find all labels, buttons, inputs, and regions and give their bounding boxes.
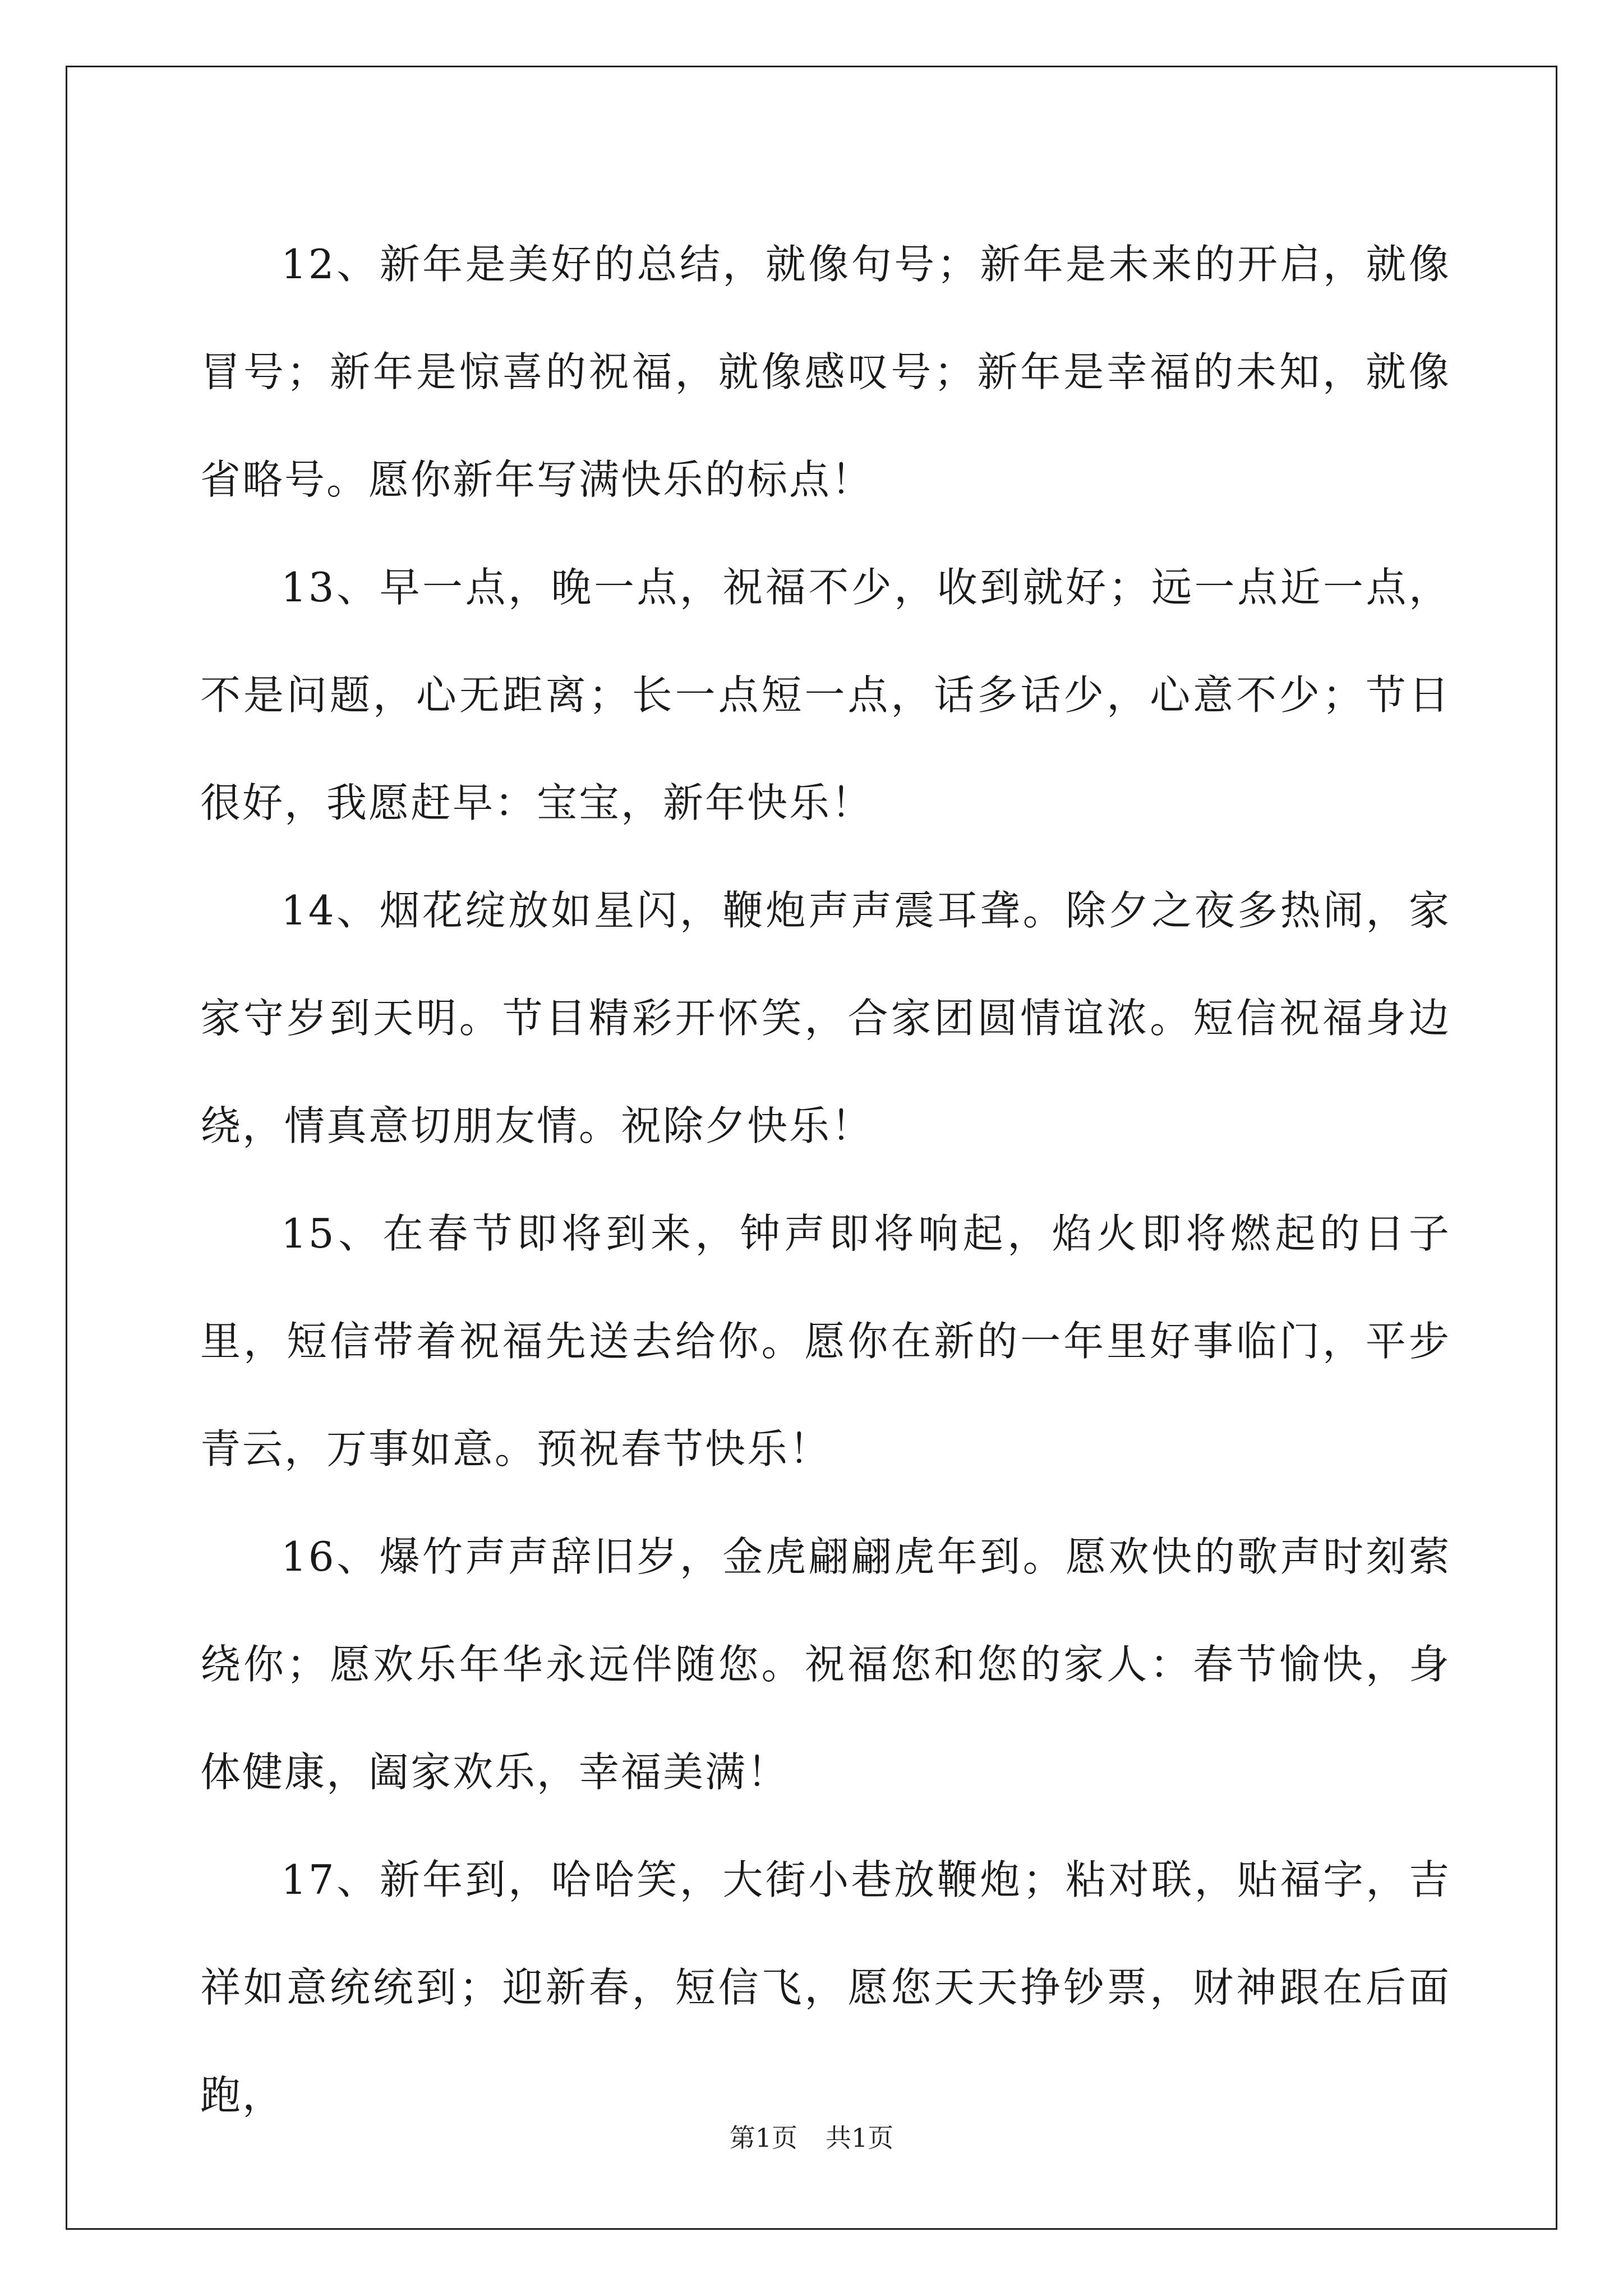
page-number: 第1页 (729, 2123, 797, 2153)
paragraph-16: 16、爆竹声声辞旧岁，金虎翩翩虎年到。愿欢快的歌声时刻萦绕你；愿欢乐年华永远伴随您。祝福您和您的家人：春节愉快，身体健康，阖家欢乐，幸福美满！ (200, 1533, 1451, 1796)
page-footer (0, 2118, 1623, 2155)
page-total: 共1页 (826, 2123, 894, 2153)
paragraph-13: 13、早一点，晚一点，祝福不少，收到就好；远一点近一点，不是问题，心无距离；长一点短一点，话多话少，心意不少；节日很好，我愿赶早：宝宝，新年快乐！ (200, 564, 1451, 826)
paragraph-17: 17、新年到，哈哈笑，大街小巷放鞭炮；粘对联，贴福字，吉祥如意统统到；迎新春，短信飞，愿您天天挣钞票，财神跟在后面跑， (200, 1856, 1451, 2119)
document-body (200, 210, 1451, 2149)
paragraph-14: 14、烟花绽放如星闪，鞭炮声声震耳聋。除夕之夜多热闹，家家守岁到天明。节目精彩开怀笑，合家团圆情谊浓。短信祝福身边绕，情真意切朋友情。祝除夕快乐！ (200, 887, 1451, 1149)
paragraph-12: 12、新年是美好的总结，就像句号；新年是未来的开启，就像冒号；新年是惊喜的祝福，就像感叹号；新年是幸福的未知，就像省略号。愿你新年写满快乐的标点！ (200, 241, 1451, 503)
paragraph-15: 15、在春节即将到来，钟声即将响起，焰火即将燃起的日子里，短信带着祝福先送去给你。愿你在新的一年里好事临门，平步青云，万事如意。预祝春节快乐！ (200, 1210, 1451, 1473)
